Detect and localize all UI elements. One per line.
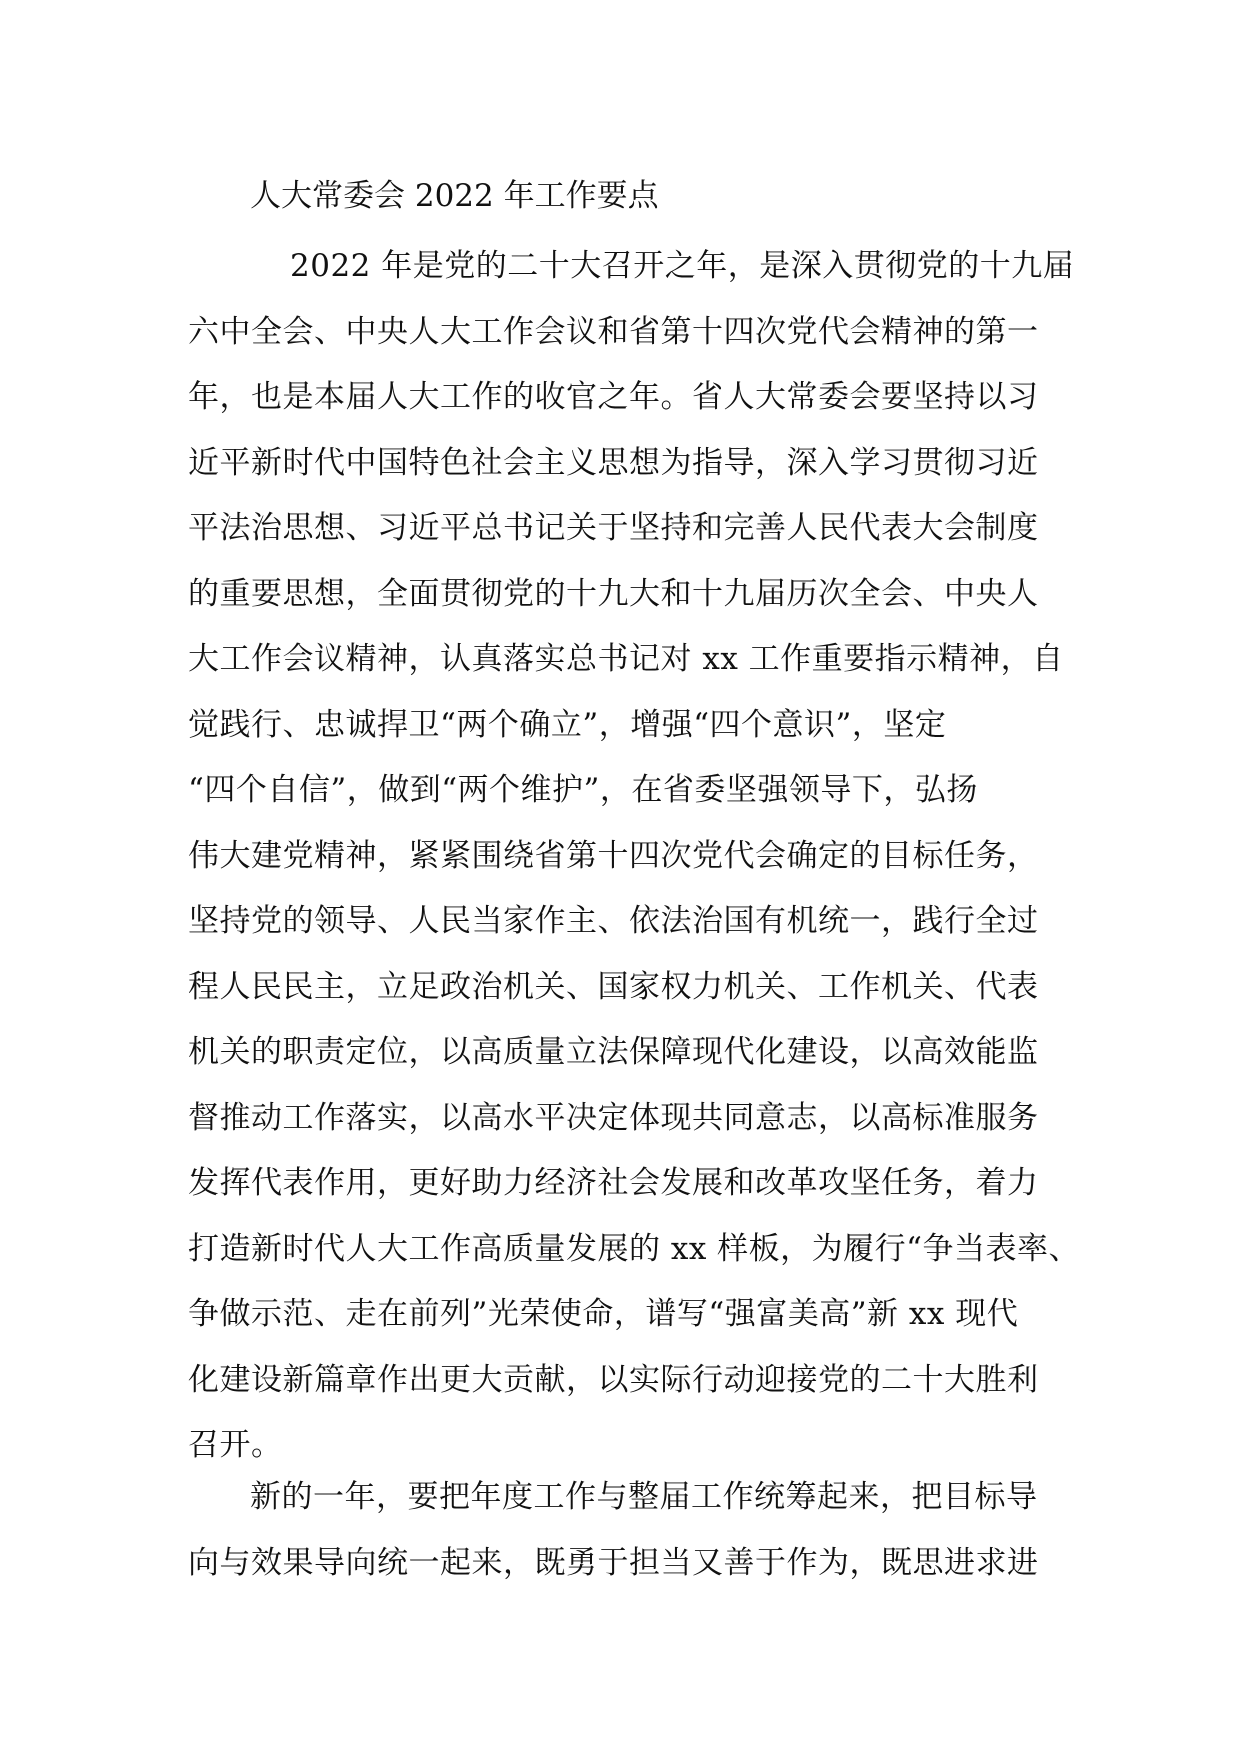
text-line: 督推动工作落实，以高水平决定体现共同意志，以高标准服务	[188, 1099, 1039, 1136]
text-line: 平法治思想、习近平总书记关于坚持和完善人民代表大会制度	[188, 510, 1039, 546]
paragraph-2	[188, 1465, 1058, 1596]
text-line: “四个自信”，做到“两个维护”，在省委坚强领导下，弘扬	[188, 772, 978, 808]
text-line: 发挥代表作用，更好助力经济社会发展和改革攻坚任务，着力	[188, 1165, 1039, 1201]
text-line: 向与效果导向统一起来，既勇于担当又善于作为，既思进求进	[188, 1544, 1039, 1581]
text-line: 争做示范、走在前列”光荣使命，谱写“强富美高”新 xx 现代	[188, 1296, 1019, 1332]
text-line: 化建设新篇章作出更大贡献，以实际行动迎接党的二十大胜利	[188, 1361, 1039, 1398]
text-line: 六中全会、中央人大工作会议和省第十四次党代会精神的第一	[188, 313, 1039, 350]
text-line: 召开。	[188, 1427, 283, 1463]
text-line: 的重要思想，全面贯彻党的十九大和十九届历次全会、中央人	[188, 575, 1039, 612]
text-line: 年，也是本届人大工作的收官之年。省人大常委会要坚持以习	[188, 379, 1039, 415]
text-line: 机关的职责定位，以高质量立法保障现代化建设，以高效能监	[188, 1034, 1039, 1070]
text-line: 伟大建党精神，紧紧围绕省第十四次党代会确定的目标任务，	[188, 837, 1039, 874]
text-line: 打造新时代人大工作高质量发展的 xx 样板，为履行“争当表率、	[188, 1230, 1081, 1267]
paragraph-1	[188, 234, 1081, 1479]
document-title: 人大常委会 2022 年工作要点	[250, 178, 659, 214]
text-line: 近平新时代中国特色社会主义思想为指导，深入学习贯彻习近	[188, 444, 1039, 481]
text-line: 大工作会议精神，认真落实总书记对 xx 工作重要指示精神，自	[188, 641, 1064, 677]
text-line: 程人民民主，立足政治机关、国家权力机关、工作机关、代表	[188, 968, 1039, 1005]
text-line: 新的一年，要把年度工作与整届工作统筹起来，把目标导	[250, 1479, 1038, 1515]
text-line: 坚持党的领导、人民当家作主、依法治国有机统一，践行全过	[188, 903, 1039, 939]
text-line: 2022 年是党的二十大召开之年，是深入贯彻党的十九届	[290, 248, 1075, 284]
text-line: 觉践行、忠诚捍卫“两个确立”，增强“四个意识”，坚定	[188, 706, 947, 743]
